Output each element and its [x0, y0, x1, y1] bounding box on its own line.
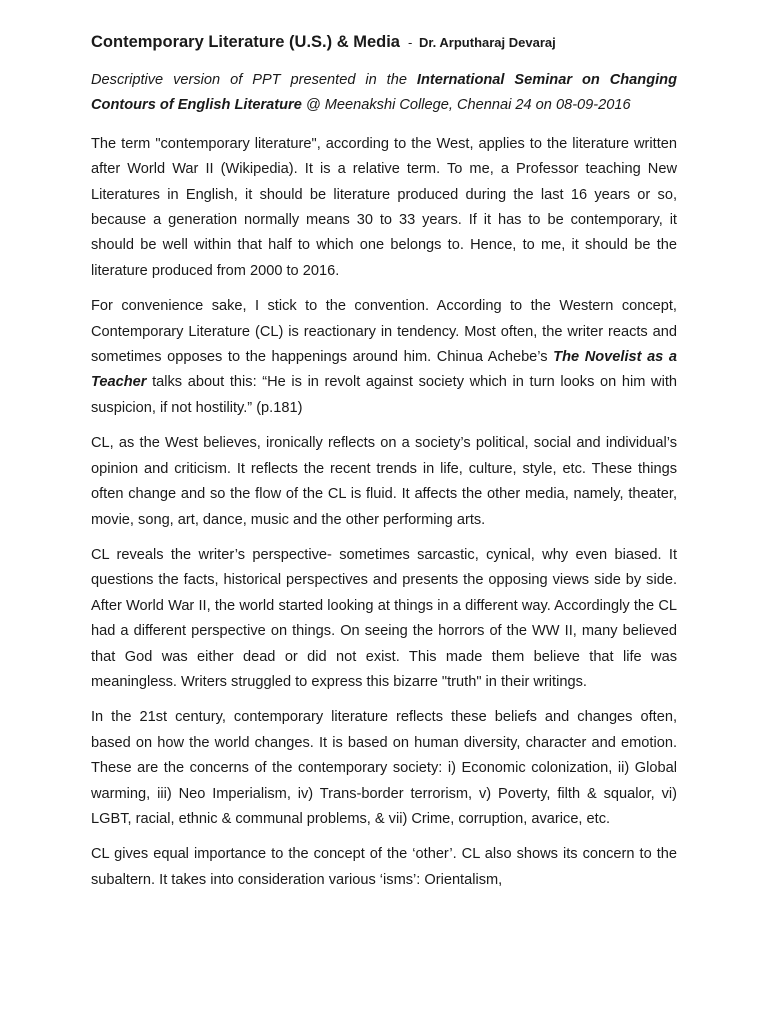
seminar-subtitle — [91, 68, 677, 119]
paragraph-convention-text1: For convenience sake, I stick to the convention. According to the Western concept, Contemporary Literature (CL) is reactionary in tendency. Most often, the writer reacts and sometimes opposes to the happenings around him. Chinua Achebe’s — [91, 298, 677, 366]
author-line — [408, 35, 556, 50]
seminar-name: International Seminar on Changing Contours of English Literature — [91, 72, 677, 114]
author-name: Dr. Arputharaj Devaraj — [418, 35, 556, 50]
paragraph-21st-century: In the 21st century, contemporary literature reflects these beliefs and changes often, based on how the world changes. It is based on human diversity, character and emotion. These are the concerns of the contemporary society: i) Economic colonization, ii) Global warming, iii) Neo Imperialism, iv) Trans-border terrorism, v) Poverty, filth & squalor, vi) LGBT, racial, ethnic & communal problems, & vii) Crime, corruption, avarice, etc. — [91, 709, 677, 827]
paragraph-convention-text2: talks about this: “He is in revolt against society which in turn looks on him with suspicion, if not hostility.” (p.181) — [91, 374, 677, 416]
author-dash: - — [407, 35, 413, 50]
paragraph-perspective: CL reveals the writer’s perspective- sometimes sarcastic, cynical, why even biased. It questions the facts, historical perspectives and presents the opposing views side by side. After World War II, the world started looking at things in a different way. Accordingly the CL had a different perspective on things. On seeing the horrors of the WW II, many believed that God was either dead or did not exist. This made them believe that life was meaningless. Writers struggled to express this bizarre "truth" in their writings. — [91, 546, 677, 690]
paragraph-society: CL, as the West believes, ironically reflects on a society’s political, social and individual’s opinion and criticism. It reflects the recent trends in life, culture, style, etc. These things often change and so the flow of the CL is fluid. It affects the other media, namely, theater, movie, song, art, dance, music and the other performing arts. — [91, 435, 677, 528]
document-title — [91, 28, 677, 57]
book-title: The Novelist as a Teacher — [91, 349, 677, 391]
subtitle-part1: Descriptive version of PPT presented in the — [91, 72, 417, 88]
paragraph-convention — [91, 294, 677, 421]
document-page — [91, 28, 677, 893]
subtitle-part2: @ Meenakshi College, Chennai 24 on 08-09-2016 — [301, 97, 631, 114]
title-text: Contemporary Literature (U.S.) & Media — [91, 33, 400, 51]
paragraph-other: CL gives equal importance to the concept of the ‘other’. CL also shows its concern to the subaltern. It takes into consideration various ‘isms’: Orientalism, — [91, 846, 677, 888]
paragraph-definition: The term "contemporary literature", according to the West, applies to the literature written after World War II (Wikipedia). It is a relative term. To me, a Professor teaching New Literatures in English, it should be literature produced during the last 16 years or so, because a generation normally means 30 to 33 years. If it has to be contemporary, it should be well within that half to which one belongs to. Hence, to me, it should be the literature produced from 2000 to 2016. — [91, 135, 677, 279]
